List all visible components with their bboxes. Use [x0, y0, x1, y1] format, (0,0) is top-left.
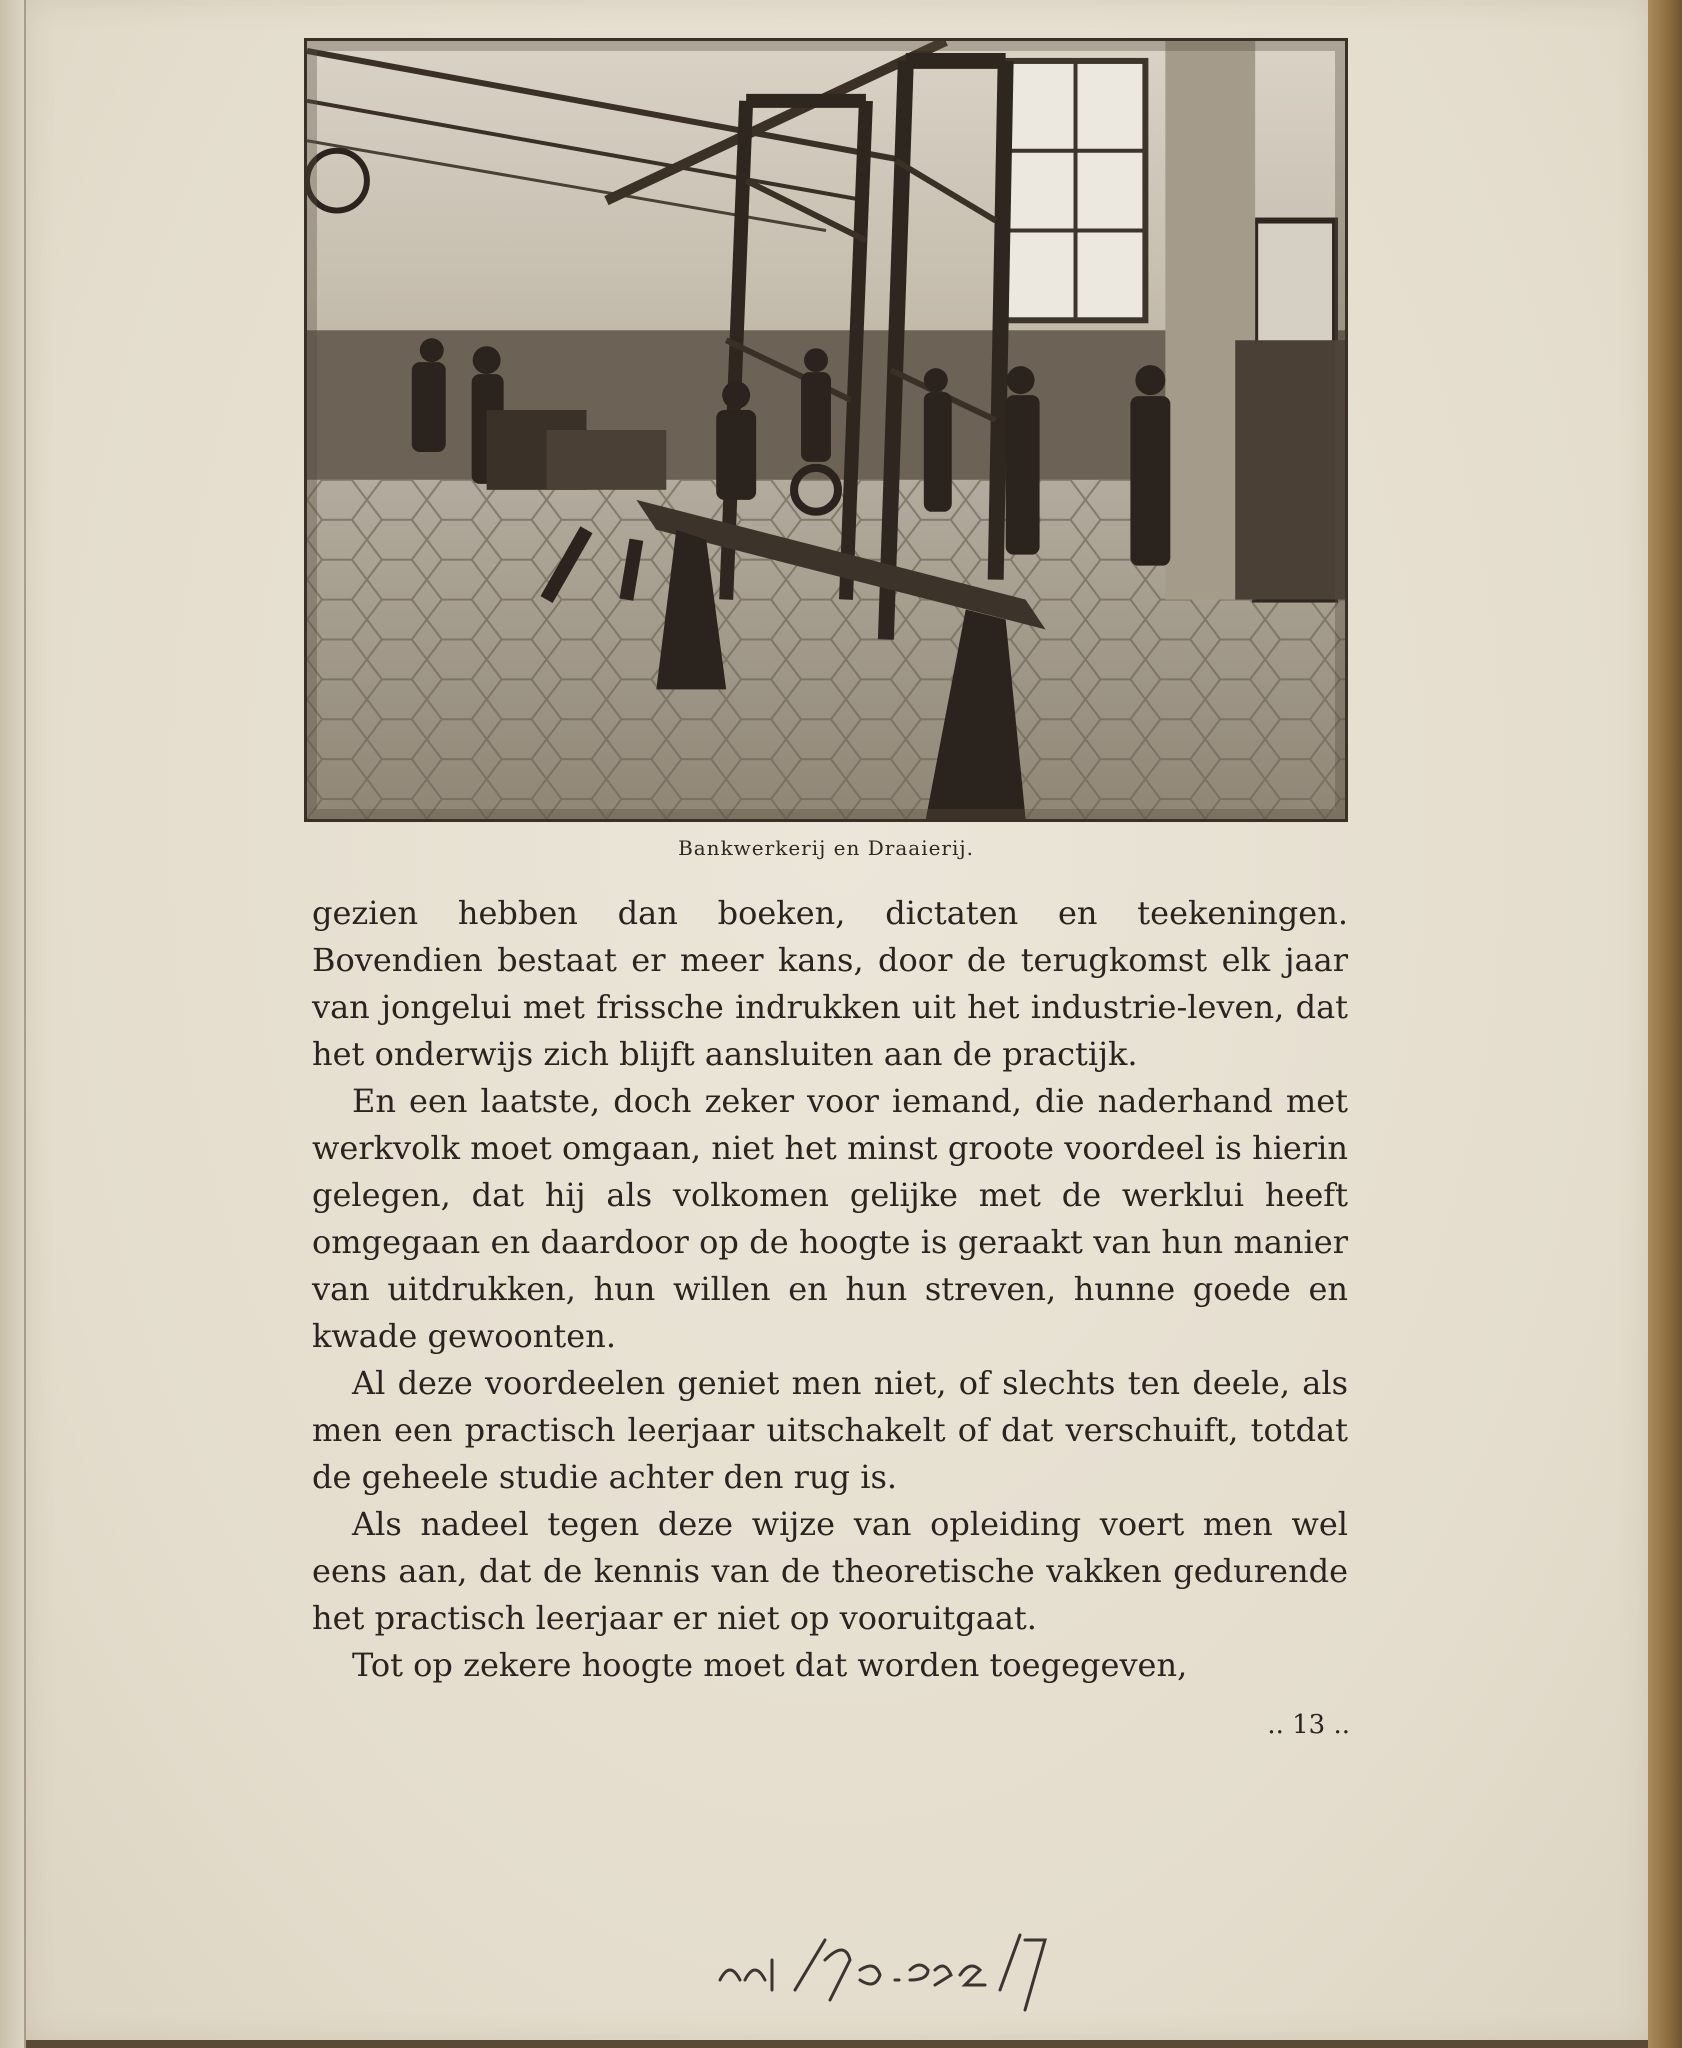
photo-caption: Bankwerkerij en Draaierij. [678, 836, 974, 860]
book-cover-edge [1648, 0, 1682, 2048]
page-edge-left [0, 0, 26, 2048]
page-number: .. 13 .. [1267, 1710, 1350, 1740]
paragraph-4: Als nadeel tegen deze wijze van opleiding voert men wel eens aan, dat de kennis van de theoretische vakken gedurende het practisch leerjaar er niet op vooruitgaat. [312, 1505, 1348, 1637]
handwritten-note [700, 1920, 1100, 2020]
body-text [312, 890, 1348, 1689]
workshop-photograph [304, 38, 1348, 822]
workshop-photo-illustration [307, 41, 1345, 819]
paragraph-2: En een laatste, doch zeker voor iemand, die naderhand met werkvolk moet omgaan, niet het minst groote voordeel is hierin gelegen, dat hij als volkomen gelijke met de werklui heeft omgegaan en daardoor op de hoogte is geraakt van hun manier van uitdrukken, hun willen en hun streven, hunne goede en kwade gewoonten. [312, 1082, 1348, 1355]
paragraph-1: gezien hebben dan boeken, dictaten en teekeningen. Bovendien bestaat er meer kans, door de terugkomst elk jaar van jongelui met frissche indrukken uit het industrie-leven, dat het onderwijs zich blijft aansluiten aan de practijk. [312, 894, 1348, 1073]
paragraph-3: Al deze voordeelen geniet men niet, of slechts ten deele, als men een practisch leerjaar uitschakelt of dat verschuift, totdat de geheele studie achter den rug is. [312, 1364, 1348, 1496]
paragraph-5: Tot op zekere hoogte moet dat worden toegegeven, [352, 1646, 1188, 1684]
